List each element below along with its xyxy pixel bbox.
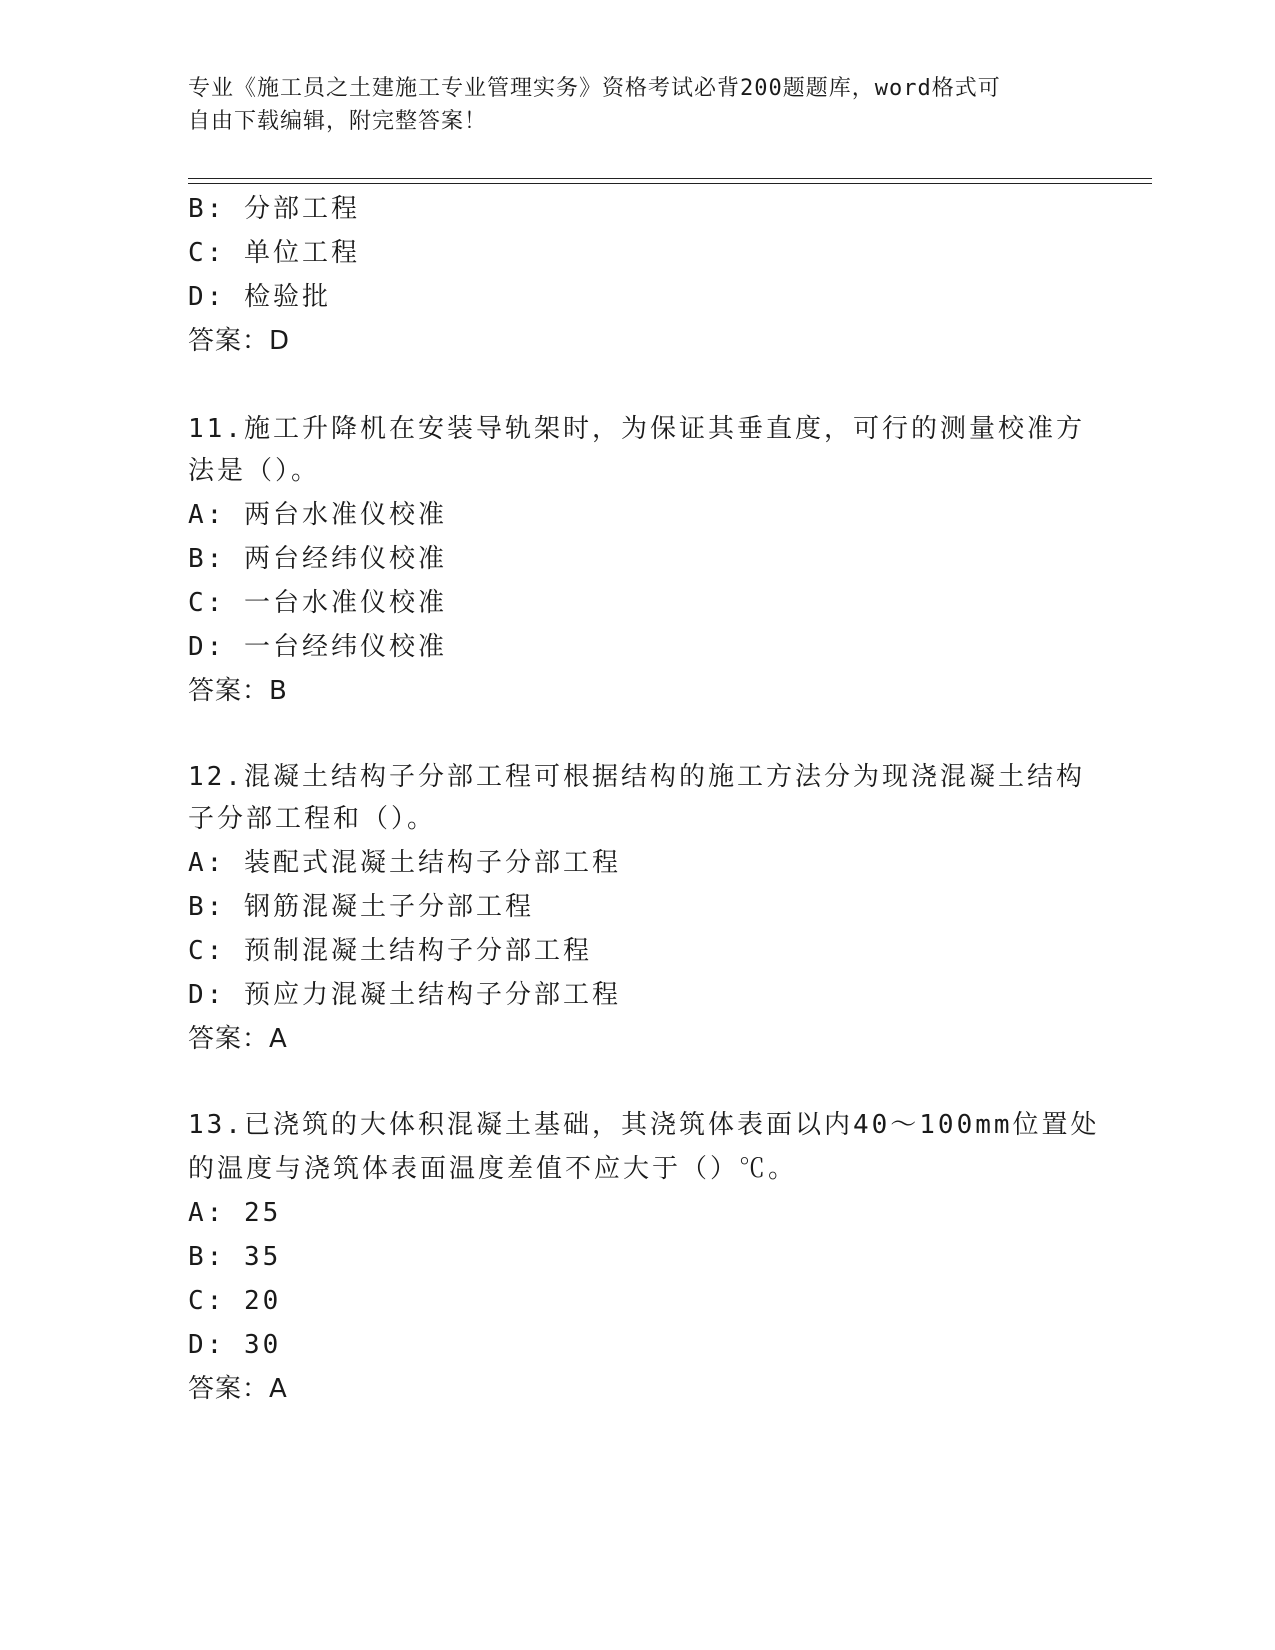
q10-option-b: B: 分部工程 (188, 194, 360, 224)
q10-option-d: D: 检验批 (188, 282, 331, 312)
q13-option-a: A: 25 (188, 1198, 282, 1228)
q13-option-b: B: 35 (188, 1242, 282, 1272)
q13-option-d: D: 30 (188, 1330, 282, 1360)
q12-stem-line-2: 子分部工程和（）。 (188, 804, 437, 834)
header-line-2: 自由下载编辑，附完整答案！ (188, 109, 488, 134)
q12-option-a: A: 装配式混凝土结构子分部工程 (188, 848, 621, 878)
q11-option-d: D: 一台经纬仪校准 (188, 632, 447, 662)
q10-answer: 答案：D (188, 326, 291, 356)
q13-stem-line-2: 的温度与浇筑体表面温度差值不应大于（）℃。 (188, 1154, 798, 1184)
header-divider-top (188, 178, 1152, 179)
header-divider-bottom (188, 183, 1152, 184)
q13-stem-line-1: 13.已浇筑的大体积混凝土基础，其浇筑体表面以内40～100mm位置处 (188, 1110, 1100, 1140)
q10-option-c: C: 单位工程 (188, 238, 360, 268)
q11-option-a: A: 两台水准仪校准 (188, 500, 447, 530)
q11-answer: 答案：B (188, 676, 288, 706)
q13-option-c: C: 20 (188, 1286, 282, 1316)
q13-answer: 答案：A (188, 1374, 288, 1404)
q12-option-b: B: 钢筋混凝土子分部工程 (188, 892, 534, 922)
q11-option-b: B: 两台经纬仪校准 (188, 544, 447, 574)
q12-answer: 答案：A (188, 1024, 288, 1054)
q11-stem-line-1: 11.施工升降机在安装导轨架时，为保证其垂直度，可行的测量校准方 (188, 414, 1085, 444)
q12-option-c: C: 预制混凝土结构子分部工程 (188, 936, 592, 966)
q12-stem-line-1: 12.混凝土结构子分部工程可根据结构的施工方法分为现浇混凝土结构 (188, 762, 1085, 792)
q12-option-d: D: 预应力混凝土结构子分部工程 (188, 980, 621, 1010)
document-header (188, 72, 1068, 138)
header-line-1: 专业《施工员之土建施工专业管理实务》资格考试必背200题题库，word格式可 (188, 76, 1001, 101)
q11-option-c: C: 一台水准仪校准 (188, 588, 447, 618)
q11-stem-line-2: 法是（）。 (188, 456, 321, 486)
